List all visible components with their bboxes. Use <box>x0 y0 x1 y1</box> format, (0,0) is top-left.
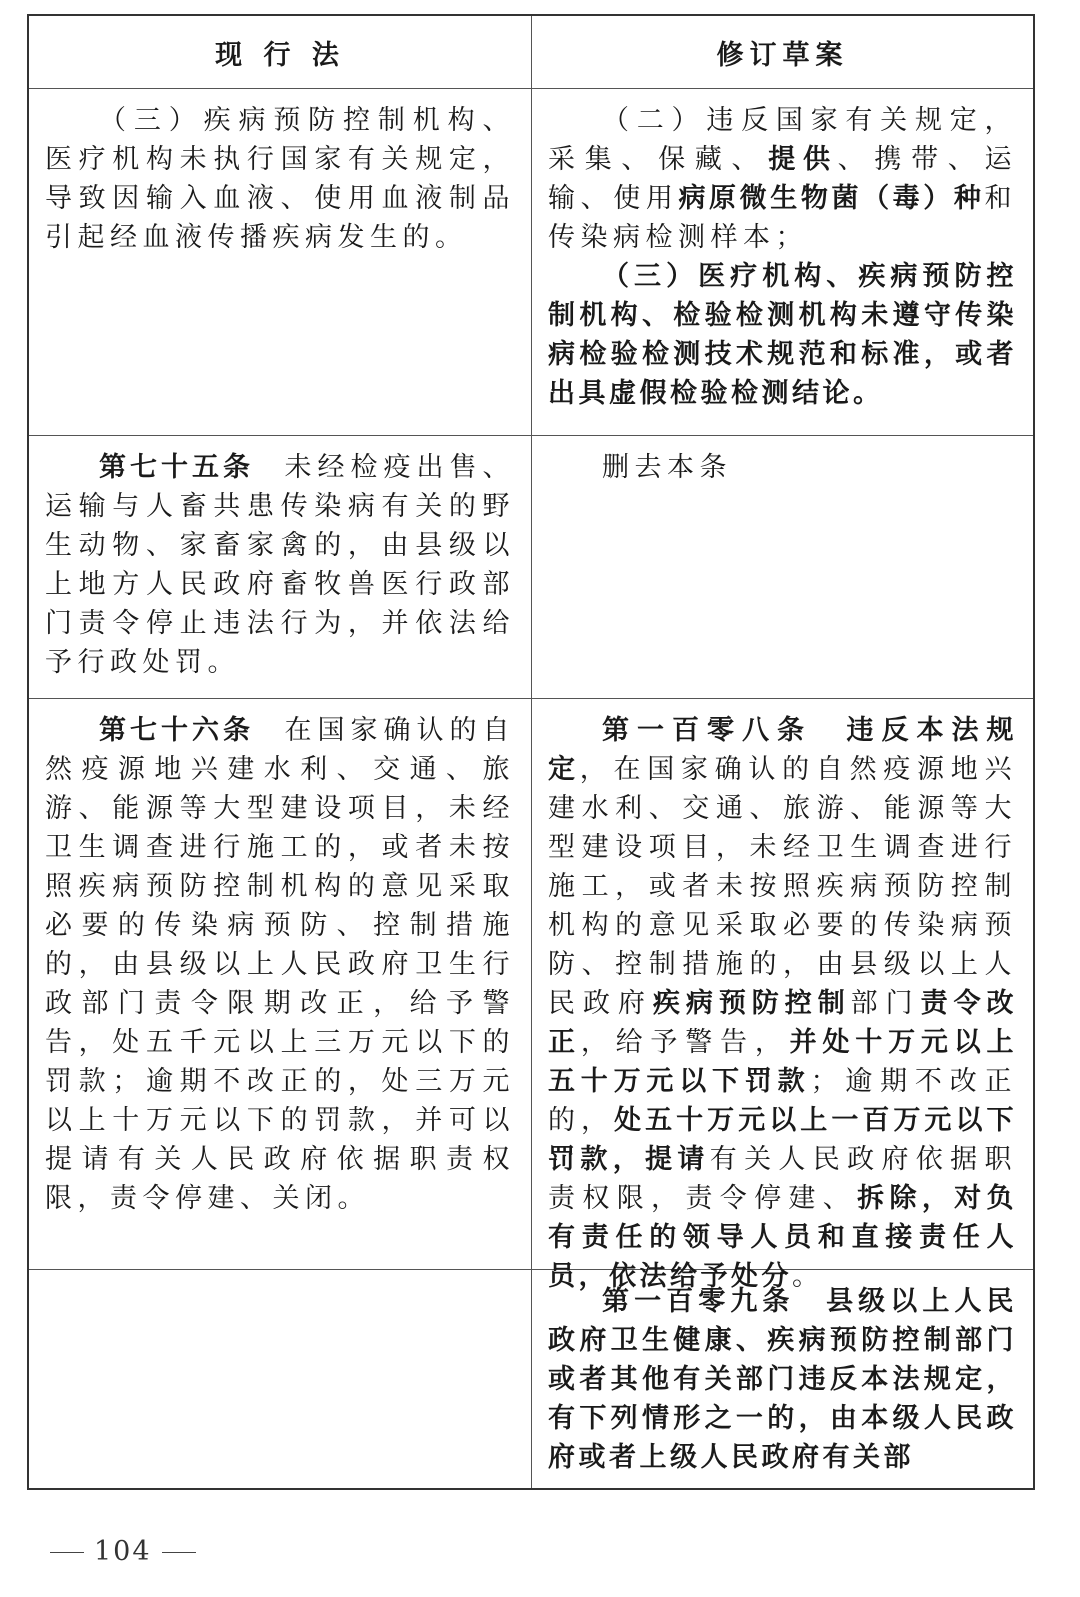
article-title: 第一百零八条 <box>602 715 812 746</box>
header-current-law: 现 行 法 <box>29 16 532 88</box>
article-text: 在国家确认的自然疫源地兴建水利、交通、旅游、能源等大型建设项目，未经卫生调查进行施工的，或者未按照疾病预防控制机构的意见采取必要的传染病预防、控制措施的，由县级以上人民政府卫生行政部门责令限期改正，给予警告，处五千元以上三万元以下的罚款；逾期不改正的，处三万元以上十万元以下的罚款，并可以提请有关人民政府依据职责权限，责令停建、关闭。 <box>45 715 515 1214</box>
article-75 <box>45 448 515 682</box>
footer-dash-right <box>162 1552 196 1553</box>
article-109 <box>548 1282 1017 1477</box>
current-law-cell <box>29 436 532 698</box>
article-title: 第七十六条 <box>99 715 254 746</box>
table-header-row <box>29 16 1033 88</box>
current-law-cell <box>29 699 532 1269</box>
current-law-cell-empty <box>29 1270 532 1488</box>
table-row <box>29 698 1033 1292</box>
article-76 <box>45 711 515 1218</box>
deletion-note: 删去本条 <box>602 452 732 483</box>
revised-draft-cell <box>532 89 1033 435</box>
footer-dash-left <box>50 1552 84 1553</box>
current-law-cell <box>29 89 532 435</box>
table-row <box>29 435 1033 698</box>
clause-text-added: （三）医疗机构、疾病预防控制机构、检验检测机构未遵守传染病检验检测技术规范和标准，或者出具虚假检验检测结论。 <box>548 261 1017 409</box>
comparison-table <box>27 14 1035 1490</box>
article-108: 第一百零八条 违反本法规定，在国家确认的自然疫源地兴建水利、交通、旅游、能源等大型建设项目，未经卫生调查进行施工，或者未按照疾病预防控制机构的意见采取必要的传染病预防、控制措施的，由县级以上人民政府疾病预防控制部门责令改正，给予警告，并处十万元以上五十万元以下罚款；逾期不改正的，处五十万元以上一百万元以下罚款，提请有关人民政府依据职责权限，责令停建、拆除，对负有责任的领导人员和直接责任人员，依法给予处分。 <box>548 715 1018 1292</box>
page-footer <box>40 1536 206 1567</box>
article-title: 第一百零九条 <box>602 1286 795 1317</box>
page-number: 104 <box>94 1536 152 1567</box>
article-title: 第七十五条 <box>99 452 254 483</box>
table-row <box>29 1269 1033 1488</box>
article-text: 未经检疫出售、运输与人畜共患传染病有关的野生动物、家畜家禽的，由县级以上地方人民政府畜牧兽医行政部门责令停止违法行为，并依法给予行政处罚。 <box>45 452 515 678</box>
revised-draft-cell <box>532 1270 1033 1488</box>
header-revised-draft: 修订草案 <box>716 39 849 71</box>
clause-text: （三）疾病预防控制机构、医疗机构未执行国家有关规定，导致因输入血液、使用血液制品引起经血液传播疾病发生的。 <box>45 105 515 253</box>
revised-draft-cell <box>532 699 1033 1292</box>
revised-draft-cell <box>532 436 1033 698</box>
clause-text: （二）违反国家有关规定，采集、保藏、提供、携带、运输、使用病原微生物菌（毒）种和传染病检测样本； <box>548 105 1018 253</box>
article-text: 县级以上人民政府卫生健康、疾病预防控制部门或者其他有关部门违反本法规定，有下列情形之一的，由本级人民政府或者上级人民政府有关部 <box>548 1286 1017 1473</box>
table-row <box>29 88 1033 435</box>
